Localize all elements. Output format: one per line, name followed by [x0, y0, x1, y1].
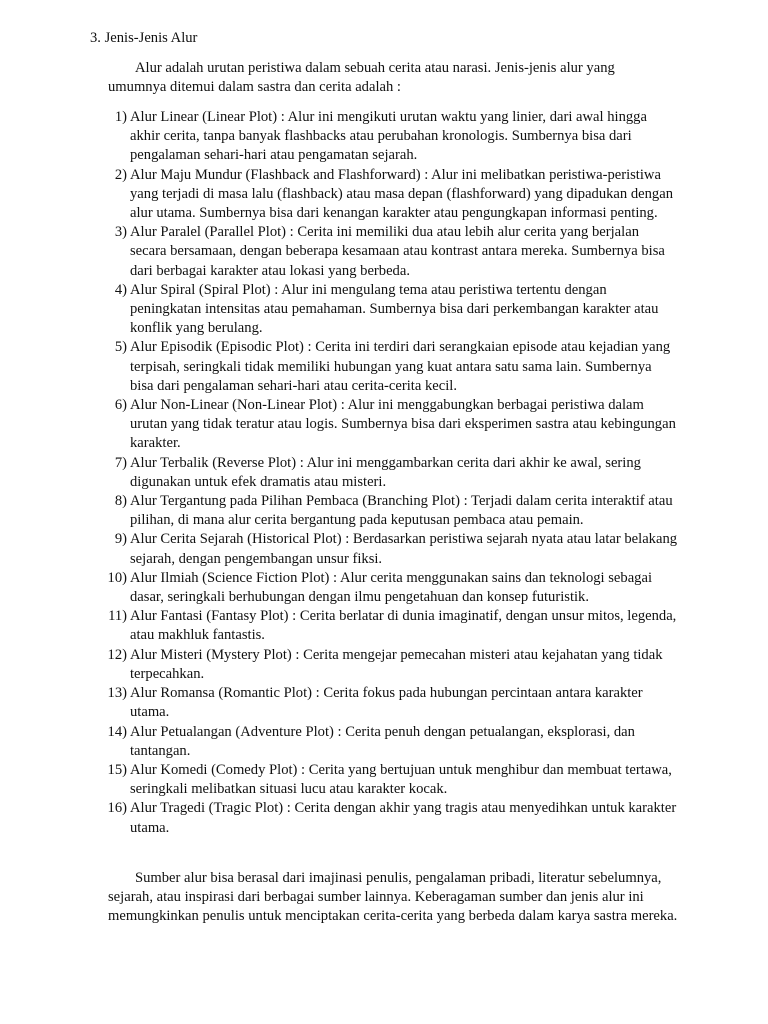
list-item-number: 5): [114, 339, 127, 356]
list-item: [0, 723, 678, 761]
list-item-text: Alur Romansa (Romantic Plot) : Cerita fokus pada hubungan percintaan antara karakter utama.: [130, 685, 643, 721]
list-item-number: 2): [114, 166, 127, 183]
list-item-text: Alur Misteri (Mystery Plot) : Cerita mengejar pemecahan misteri atau kejahatan yang tidak terpecahkan.: [130, 646, 663, 682]
list-item: [0, 569, 678, 607]
list-item-number: 1): [114, 109, 127, 125]
intro-line: Alur adalah urutan peristiwa dalam sebuah cerita atau narasi. Jenis-jenis alur yang: [135, 60, 615, 76]
plot-type-list: [0, 108, 768, 838]
intro-line: umumnya ditemui dalam sastra dan cerita adalah :: [108, 79, 401, 96]
list-item-number: 8): [114, 493, 127, 510]
closing-paragraph: Sumber alur bisa berasal dari imajinasi penulis, pengalaman pribadi, literatur sebelumnya, sejarah, atau inspirasi dari berbagai sumber lainnya. Keberagaman sumber dan jenis alur ini memungkinkan penulis untuk menciptakan cerita-cerita yang berbeda dalam karya sastra mereka.: [108, 870, 678, 925]
list-item: [0, 607, 678, 645]
list-item-number: 9): [114, 531, 127, 548]
list-item-number: 7): [114, 454, 127, 471]
list-item-text: Alur Fantasi (Fantasy Plot) : Cerita berlatar di dunia imaginatif, dengan unsur mitos, legenda, atau makhluk fantastis.: [130, 608, 677, 644]
list-item: [0, 396, 678, 454]
list-item-text: Alur Tragedi (Tragic Plot) : Cerita dengan akhir yang tragis atau menyedihkan untuk karakter utama.: [130, 800, 677, 836]
list-item-number: 3): [114, 224, 127, 241]
list-item-number: 15): [107, 761, 127, 778]
list-item: [0, 281, 678, 339]
list-item-text: Alur Non-Linear (Non-Linear Plot) : Alur ini menggabungkan berbagai peristiwa dalam urutan yang tidak teratur atau logis. Sumbernya bisa dari eksperimen sastra atau kebingungan karakter.: [130, 397, 676, 452]
list-item-number: 10): [107, 569, 127, 586]
list-item-text: Alur Terbalik (Reverse Plot) : Alur ini menggambarkan cerita dari akhir ke awal, sering digunakan untuk efek dramatis atau misteri.: [130, 454, 641, 490]
list-item-number: 11): [108, 608, 127, 625]
list-item: [0, 223, 678, 281]
list-item: [0, 684, 678, 722]
list-item-number: 16): [107, 800, 127, 817]
section-heading: 3. Jenis-Jenis Alur: [90, 30, 198, 46]
list-item-text: Alur Komedi (Comedy Plot) : Cerita yang bertujuan untuk menghibur dan membuat tertawa, seringkali melibatkan situasi lucu atau karakter kocak.: [130, 761, 672, 798]
list-item: [0, 338, 678, 396]
list-item-text: Alur Ilmiah (Science Fiction Plot) : Alur cerita menggunakan sains dan teknologi sebagai dasar, seringkali berhubungan dengan ilmu pengetahuan dan konsep futuristik.: [130, 569, 653, 606]
list-item-number: 13): [107, 685, 127, 702]
list-item: [0, 761, 678, 799]
list-item-number: 4): [114, 281, 127, 298]
list-item: [0, 646, 678, 684]
list-item-number: 14): [107, 723, 127, 740]
list-item-text: Alur Maju Mundur (Flashback and Flashforward) : Alur ini melibatkan peristiwa-peristiwa yang terjadi di masa lalu (flashback) atau masa depan (flashforward) yang dipadukan dengan alur utama. Sumbernya bisa dari kenangan karakter atau pengungkapan informasi penting.: [130, 166, 673, 222]
list-item: [0, 492, 678, 530]
list-item-text: Alur Paralel (Parallel Plot) : Cerita ini memiliki dua atau lebih alur cerita yang berjalan secara bersamaan, dengan beberapa kesamaan atau kontrast antara mereka. Sumbernya bisa dari berbagai karakter atau lokasi yang berbeda.: [130, 224, 665, 279]
list-item-text: Alur Petualangan (Adventure Plot) : Cerita penuh dengan petualangan, eksplorasi, dan tantangan.: [130, 723, 635, 759]
list-item: [0, 108, 678, 166]
list-item: [0, 530, 678, 568]
list-item-number: 12): [107, 646, 127, 663]
list-item-number: 6): [114, 397, 127, 414]
list-item: [0, 166, 678, 224]
list-item-text: Alur Episodik (Episodic Plot) : Cerita ini terdiri dari serangkaian episode atau kejadian yang terpisah, seringkali tidak memiliki hubungan yang kuat antara satu sama lain. Sumbernya bisa dari pengalaman sehari-hari atau cerita-cerita kecil.: [130, 339, 671, 394]
list-item: [0, 799, 678, 837]
intro-paragraph: [108, 59, 648, 97]
list-item: [0, 454, 678, 492]
list-item-text: Alur Linear (Linear Plot) : Alur ini mengikuti urutan waktu yang linier, dari awal hingga akhir cerita, tanpa banyak flashbacks atau perubahan kronologis. Sumbernya bisa dari pengalaman sehari-hari atau pengamatan sejarah.: [130, 109, 647, 164]
list-item-text: Alur Tergantung pada Pilihan Pembaca (Branching Plot) : Terjadi dalam cerita interaktif atau pilihan, di mana alur cerita bergantung pada keputusan pembaca atau pemain.: [130, 493, 673, 529]
list-item-text: Alur Cerita Sejarah (Historical Plot) : Berdasarkan peristiwa sejarah nyata atau latar belakang sejarah, dengan pengembangan unsur fiksi.: [130, 531, 678, 567]
list-item-text: Alur Spiral (Spiral Plot) : Alur ini mengulang tema atau peristiwa tertentu dengan peningkatan intensitas atau pemahaman. Sumbernya bisa dari perkembangan karakter atau konflik yang berulang.: [130, 281, 659, 337]
